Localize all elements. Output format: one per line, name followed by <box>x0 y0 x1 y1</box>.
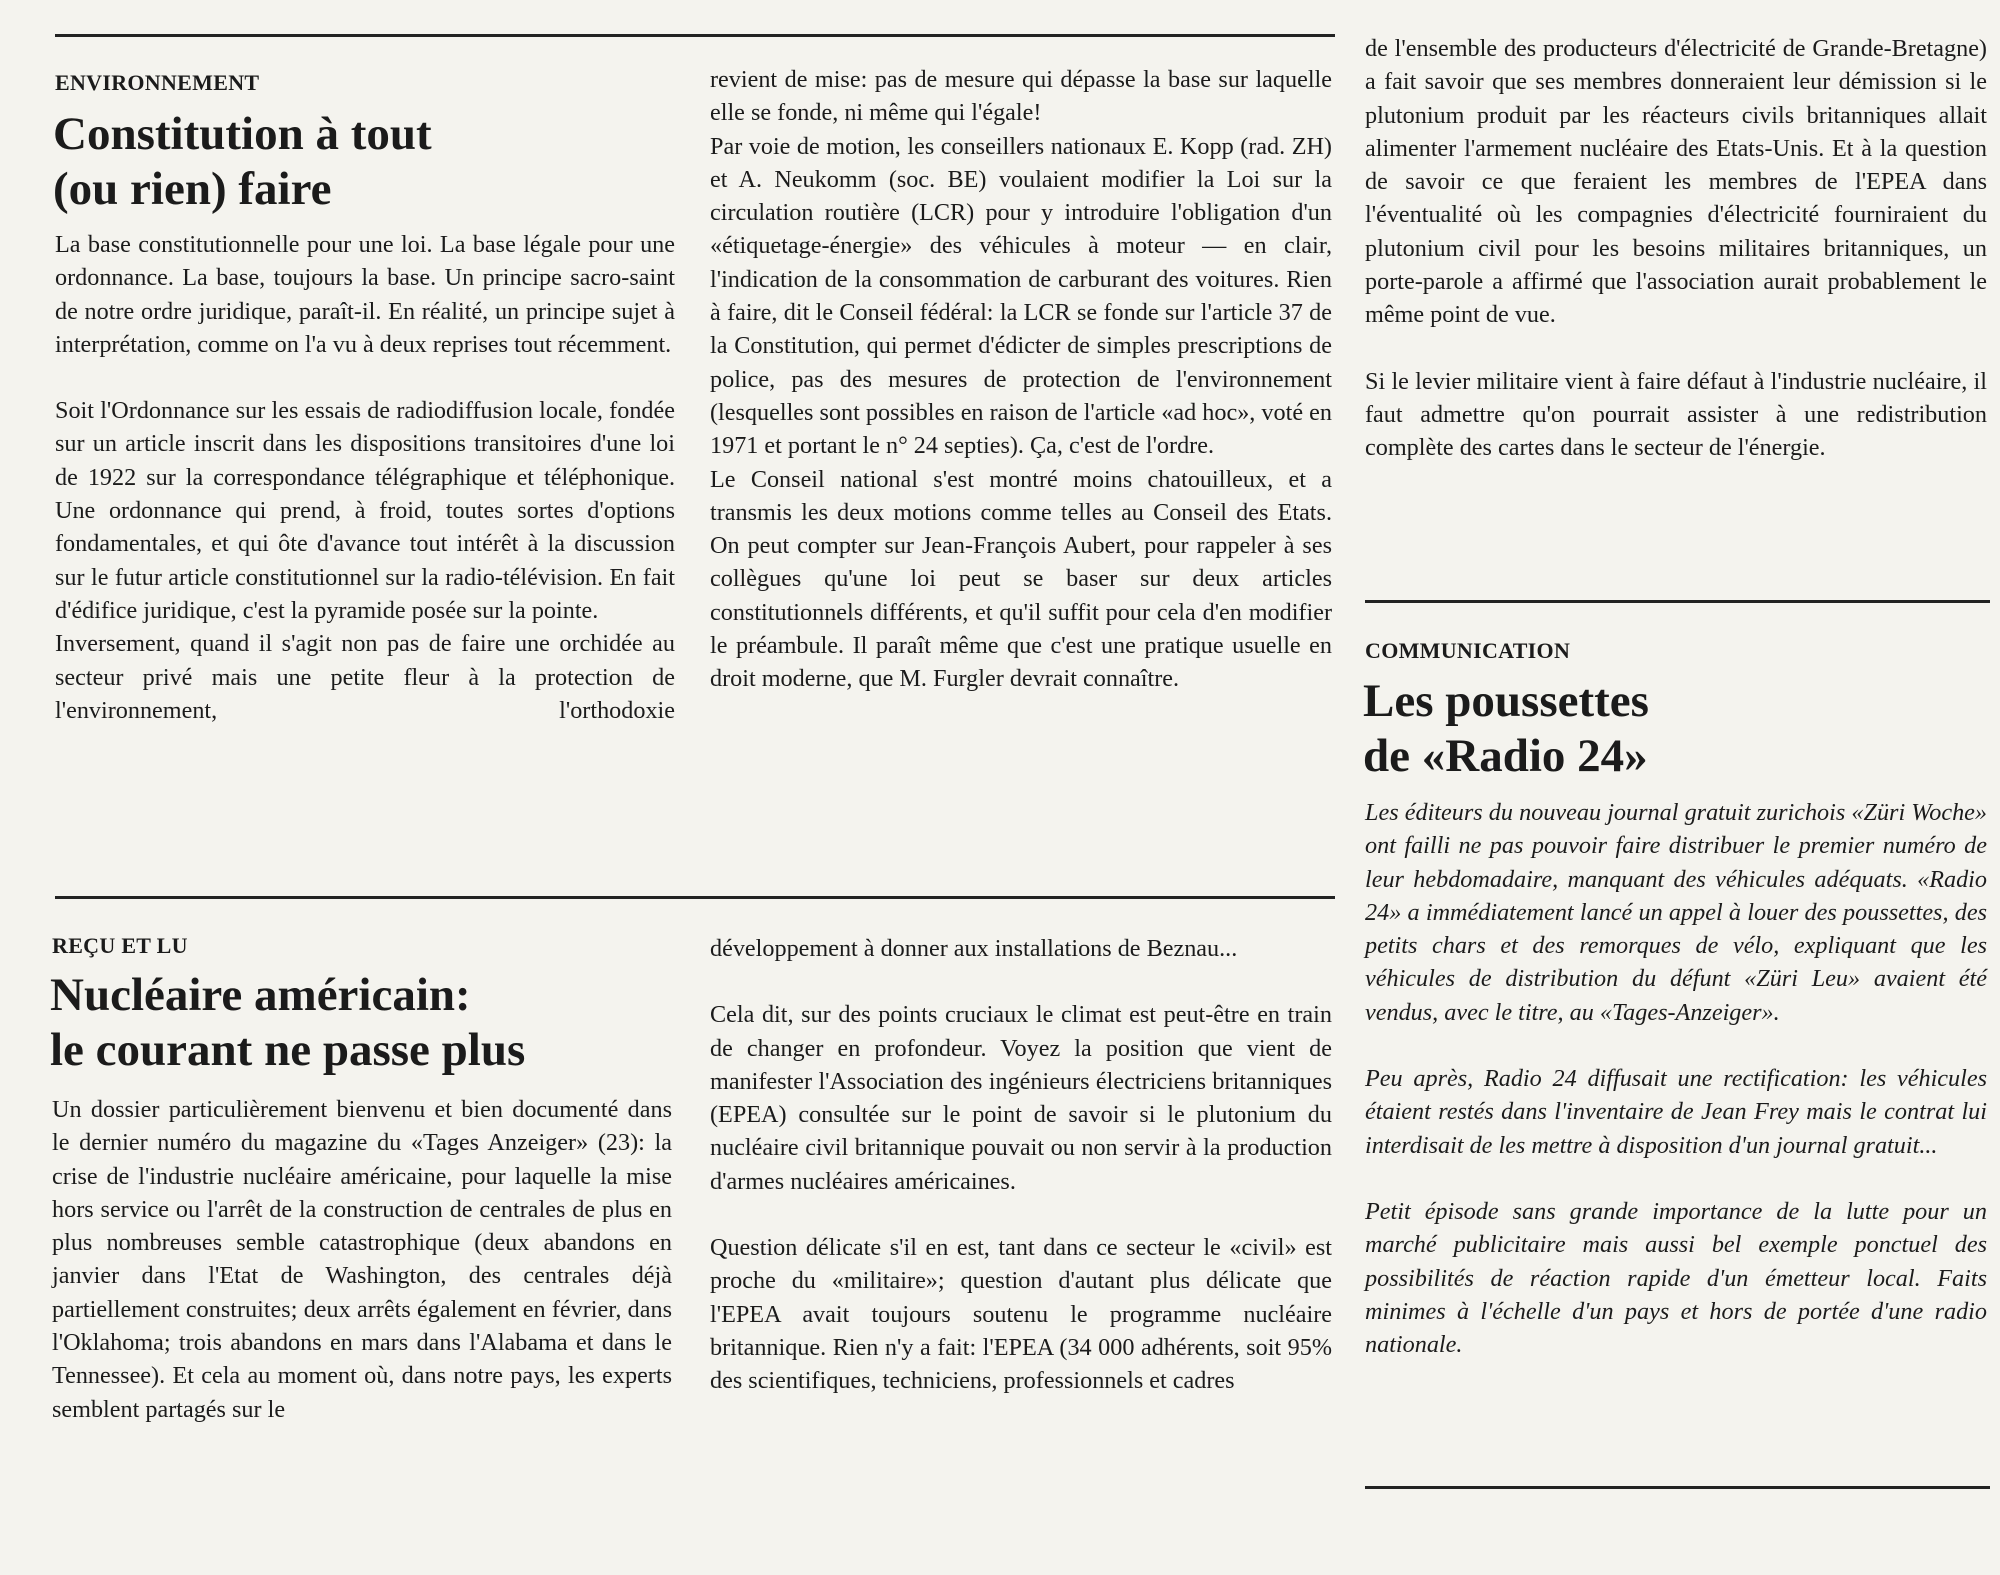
article2-column1 <box>52 1093 672 1426</box>
article1-column2 <box>710 63 1332 696</box>
article2-paragraph: Question délicate s'il en est, tant dans ce secteur le «civil» est proche du «militaire»; question d'autant plus délicate que l'EPEA avait toujours soutenu le programme nucléaire britannique. Rien n'y a fait: l'EPEA (34 000 adhérents, soit 95% des scientifiques, techniciens, professionnels et cadres <box>710 1234 1332 1395</box>
communication-bottom-rule <box>1365 1486 1990 1489</box>
article3-paragraph: Petit épisode sans grande importance de la lutte pour un marché publicitaire mais aussi bel exemple ponctuel des possibilités de réaction rapide d'un émetteur local. Faits minimes à l'échelle d'un pays et hors de portée d'une radio nationale. <box>1365 1197 1987 1359</box>
article3-paragraph: Peu après, Radio 24 diffusait une rectification: les véhicules étaient restés dans l'inventaire de Jean Frey mais le contrat lui interdisait de les mettre à disposition d'un journal gratuit... <box>1365 1065 1987 1159</box>
article2-rubric: REÇU ET LU <box>52 933 188 958</box>
article2-title-line2: le courant ne passe plus <box>50 1024 526 1076</box>
article2-title-line1: Nucléaire américain: <box>50 969 471 1021</box>
article3-title <box>1363 674 1649 784</box>
article1-paragraph: Soit l'Ordonnance sur les essais de radiodiffusion locale, fondée sur un article inscrit dans les dispositions transitoires d'une loi de 1922 sur la correspondance télégraphique et téléphonique. Une ordonnance qui prend, à froid, toutes sortes d'options fondamentales, et qui ôte d'avance tout intérêt à la discussion sur le futur article constitutionnel sur la radio-télévision. En fait d'édifice juridique, c'est la pyramide posée sur la pointe. <box>55 397 675 624</box>
article1-paragraph: Par voie de motion, les conseillers nationaux E. Kopp (rad. ZH) et A. Neukomm (soc. BE) voulaient modifier la Loi sur la circulation routière (LCR) pour y introduire l'obligation d'un «étiquetage-énergie» des véhicules à moteur — en clair, l'indication de la consommation de carburant des voitures. Rien à faire, dit le Conseil fédéral: la LCR se fonde sur l'article 37 de la Constitution, qui permet d'édicter de simples prescriptions de police, pas des mesures de protection de l'environnement (lesquelles sont possibles en raison de l'article «ad hoc», voté en 1971 et portant le n° 24 septies). Ça, c'est de l'ordre. <box>710 132 1332 460</box>
article3-rubric: COMMUNICATION <box>1365 638 1571 663</box>
article1-title-line2: (ou rien) faire <box>53 163 332 215</box>
article2-title <box>50 968 525 1078</box>
article1-paragraph: Le Conseil national s'est montré moins chatouilleux, et a transmis les deux motions comme telles au Conseil des Etats. On peut compter sur Jean-François Aubert, pour rappeler à ses collègues qu'une loi peut se baser sur deux articles constitutionnels différents, et qu'il suffit pour cela d'en modifier le préambule. Il paraît même que c'est une pratique usuelle en droit moderne, que M. Furgler devrait connaître. <box>710 465 1332 693</box>
middle-rule <box>55 896 1335 899</box>
article1-title-line1: Constitution à tout <box>53 108 432 160</box>
article2-paragraph: développement à donner aux installations de Beznau... <box>710 935 1238 962</box>
article1-paragraph: Inversement, quand il s'agit non pas de faire une orchidée au secteur privé mais une petite fleur à la protection de l'environnement, l'orthodoxie <box>55 630 675 724</box>
article1-rubric: ENVIRONNEMENT <box>55 70 260 95</box>
article2-paragraph: Si le levier militaire vient à faire défaut à l'industrie nucléaire, il faut admettre qu'on pourrait assister à une redistribution complète des cartes dans le secteur de l'énergie. <box>1365 367 1987 462</box>
article2-column2 <box>710 932 1332 1398</box>
article3-body <box>1365 796 1987 1361</box>
article3-paragraph: Les éditeurs du nouveau journal gratuit zurichois «Züri Woche» ont failli ne pas pouvoir faire distribuer le premier numéro de leur hebdomadaire, manquant des véhicules adéquats. «Radio 24» a immédiatement lancé un appel à louer des poussettes, des petits chars et des remorques de vélo, expliquant que les véhicules de distribution du défunt «Züri Leu» avaient été vendus, avec le titre, au «Tages-Anzeiger». <box>1365 799 1987 1026</box>
article2-paragraph: Un dossier particulièrement bienvenu et bien documenté dans le dernier numéro du magazine du «Tages Anzeiger» (23): la crise de l'industrie nucléaire américaine, pour laquelle la mise hors service ou l'arrêt de la construction de centrales de plus en plus nombreuses semble catastrophique (deux abandons en janvier dans l'Etat de Washington, des centrales déjà partiellement construites; deux arrêts également en février, dans l'Oklahoma; trois abandons en mars dans l'Alabama et dans le Tennessee). Et cela au moment où, dans notre pays, les experts semblent partagés sur le <box>52 1096 672 1423</box>
communication-top-rule <box>1365 600 1990 603</box>
article1-paragraph: La base constitutionnelle pour une loi. La base légale pour une ordonnance. La base, toujours la base. Un principe sacro-saint de notre ordre juridique, paraît-il. En réalité, un principe sujet à interprétation, comme on l'a vu à deux reprises tout récemment. <box>55 231 675 358</box>
article2-paragraph: Cela dit, sur des points cruciaux le climat est peut-être en train de changer en profondeur. Voyez la position que vient de manifester l'Association des ingénieurs électriciens britanniques (EPEA) consultée sur le point de savoir si le plutonium du nucléaire civil britannique pouvait ou non servir à la production d'armes nucléaires américaines. <box>710 1001 1332 1195</box>
article1-title <box>53 107 432 217</box>
article2-column3 <box>1365 32 1987 465</box>
article3-title-line1: Les poussettes <box>1363 675 1649 727</box>
article2-paragraph: de l'ensemble des producteurs d'électricité de Grande-Bretagne) a fait savoir que ses membres donneraient leur démission si le plutonium produit par les réacteurs civils britanniques allait alimenter l'armement nucléaire des Etats-Unis. Et à la question de savoir ce que feraient les membres de l'EPEA dans l'éventualité où les compagnies d'électricité fourniraient du plutonium civil pour les besoins militaires britanniques, un porte-parole a affirmé que l'association aurait probablement le même point de vue. <box>1365 35 1987 329</box>
top-rule <box>55 34 1335 37</box>
article1-column1 <box>55 228 675 727</box>
article1-paragraph: revient de mise: pas de mesure qui dépasse la base sur laquelle elle se fonde, ni même qui l'égale! <box>710 66 1332 127</box>
article3-title-line2: de «Radio 24» <box>1363 730 1648 782</box>
